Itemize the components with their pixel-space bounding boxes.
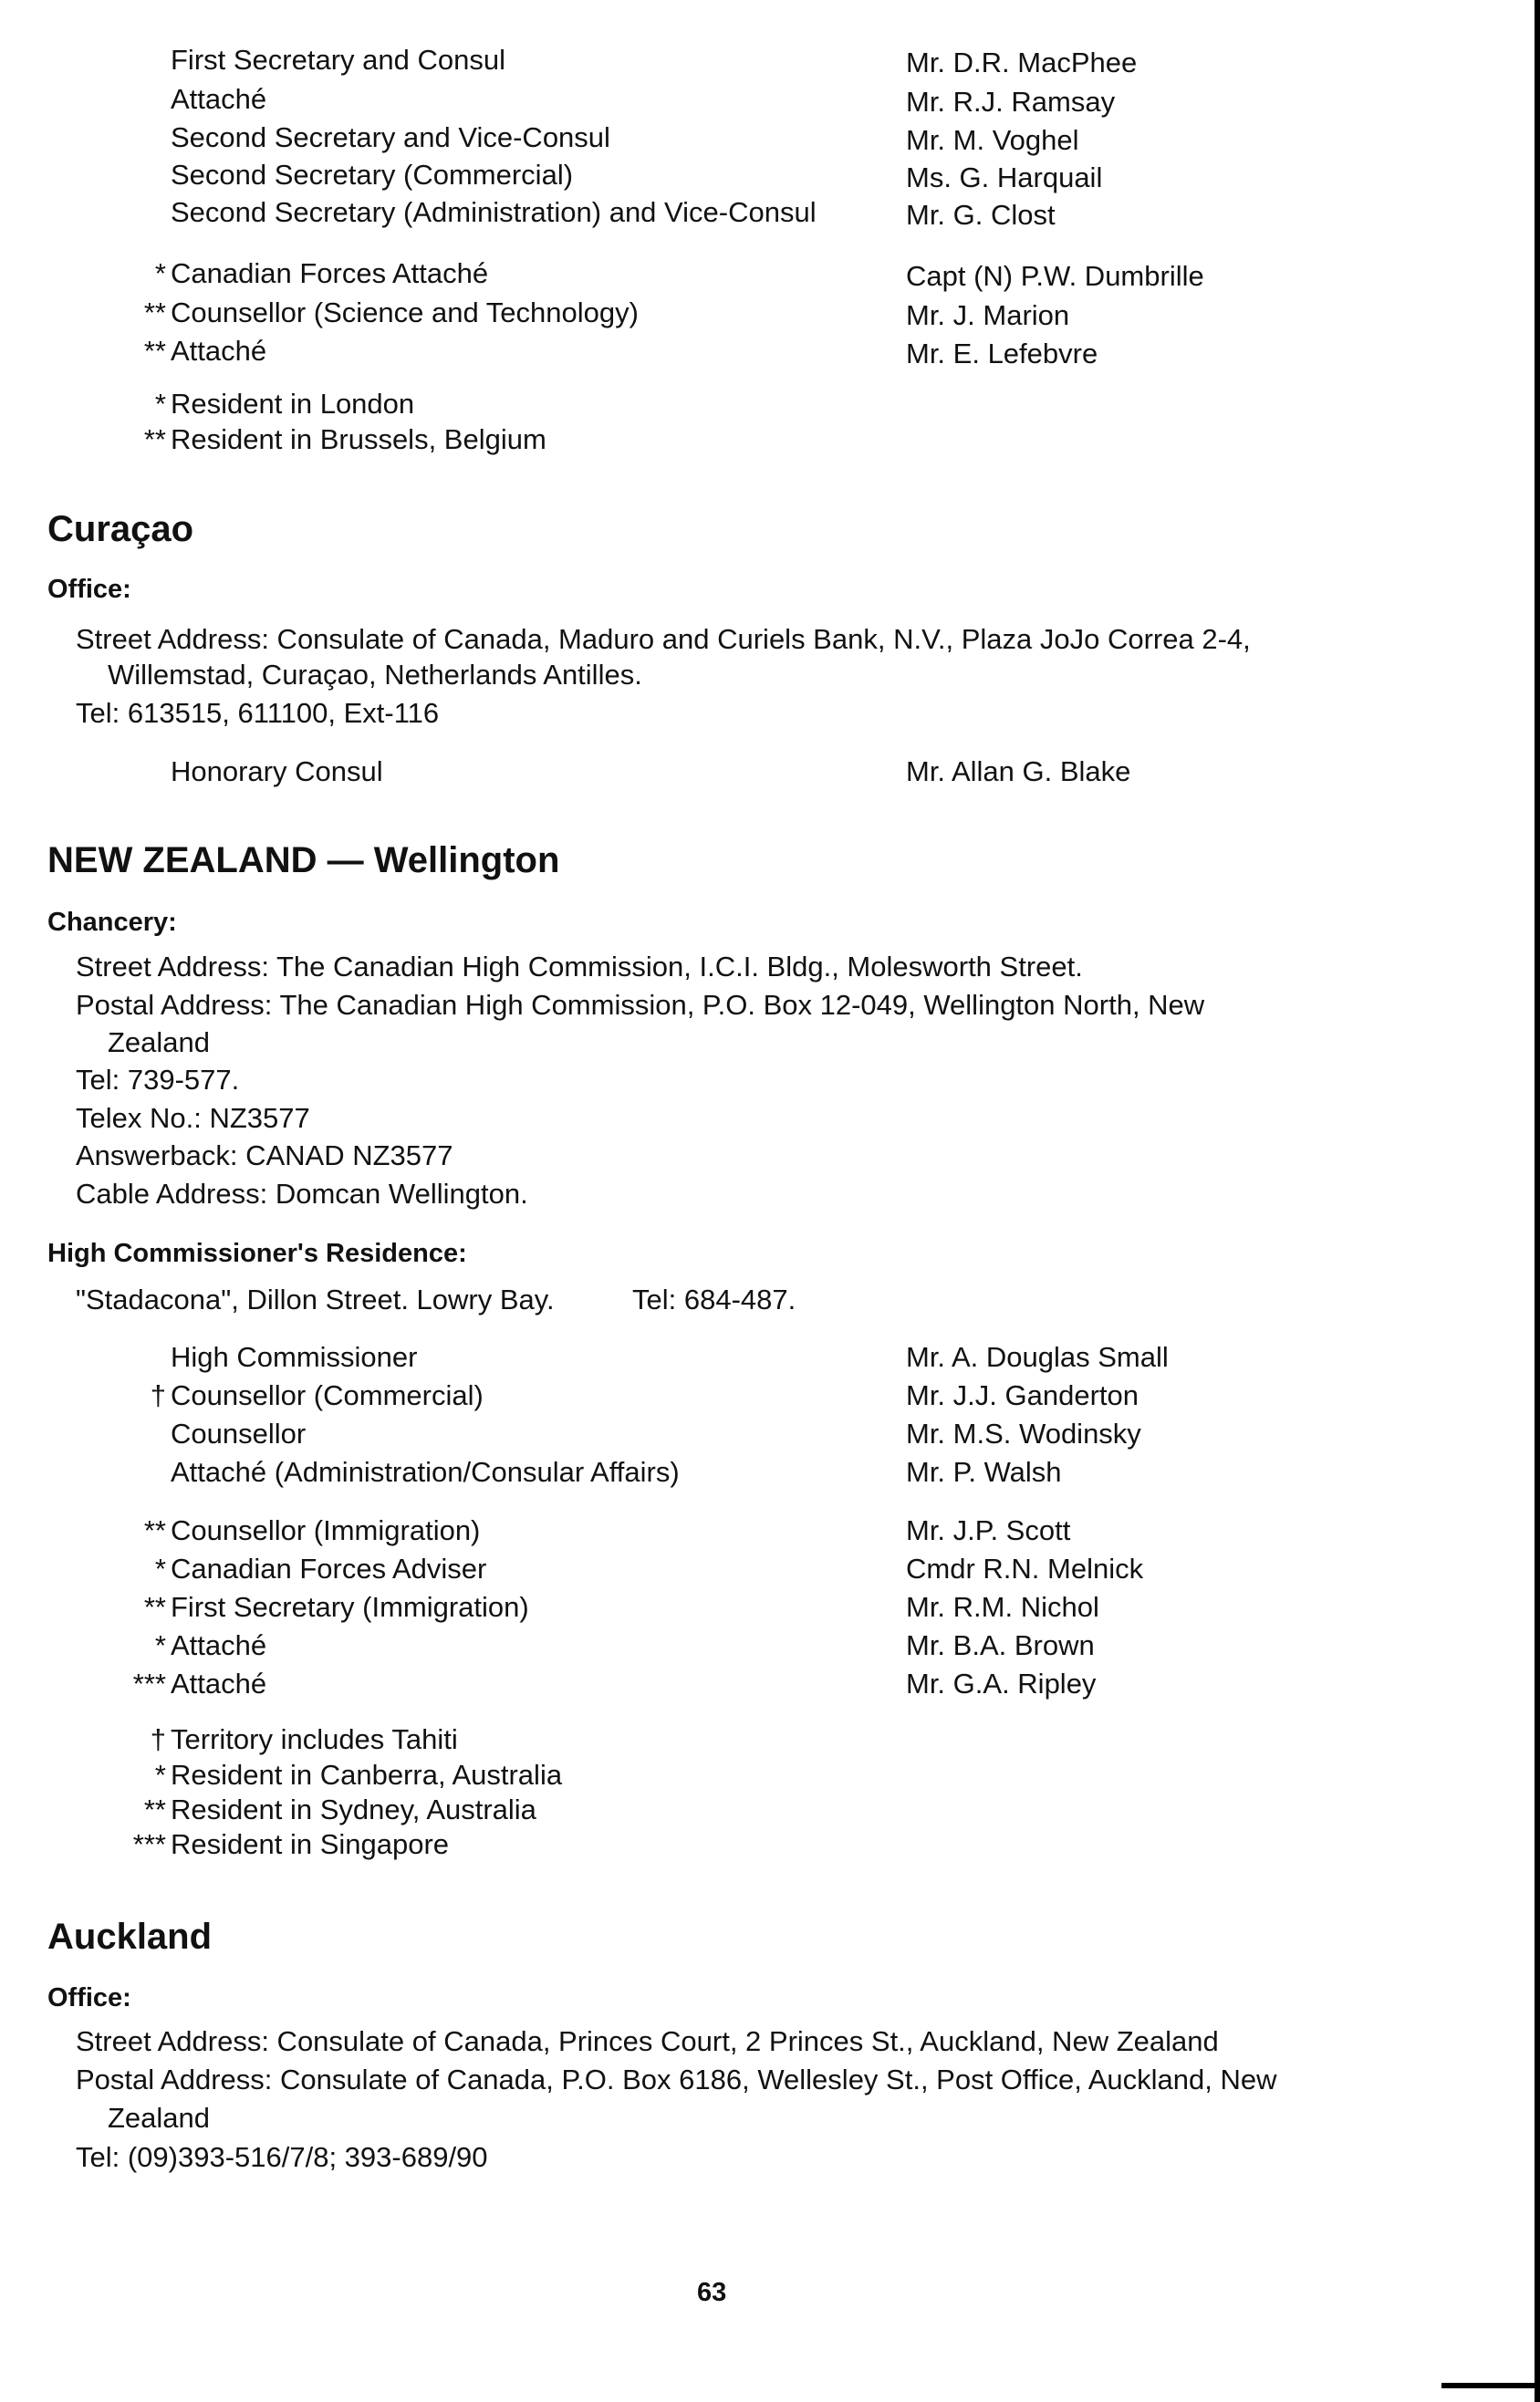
staff-title: Second Secretary and Vice-Consul [171,121,610,153]
postal-address: Postal Address: The Canadian High Commission, P.O. Box 12-049, Wellington North, New [76,989,1205,1021]
footnote-marker: ** [143,423,166,455]
staff-title: Attaché [171,1668,267,1700]
telex: Telex No.: NZ3577 [76,1102,310,1134]
staff-name: Mr. D.R. MacPhee [906,47,1138,78]
staff-name: Mr. A. Douglas Small [906,1341,1169,1373]
page-edge-bottom [1441,2383,1540,2388]
footnote-marker: ** [143,1794,166,1825]
chancery-label: Chancery: [47,908,177,937]
staff-name: Mr. Allan G. Blake [906,755,1131,787]
telephone: Tel: (09)393-516/7/8; 393-689/90 [76,2141,488,2173]
staff-name: Ms. G. Harquail [906,161,1103,193]
staff-title: Attaché [171,83,267,115]
street-address: Street Address: Consulate of Canada, Princes Court, 2 Princes St., Auckland, New Zealand [76,2025,1219,2057]
staff-marker: ** [143,1514,166,1546]
postal-address: Postal Address: Consulate of Canada, P.O. Box 6186, Wellesley St., Post Office, Auckland, New [76,2064,1277,2095]
staff-name: Mr. E. Lefebvre [906,338,1098,369]
telephone: Tel: 613515, 611100, Ext-116 [76,697,440,729]
staff-name: Mr. B.A. Brown [906,1629,1095,1661]
staff-name: Mr. J.J. Ganderton [906,1379,1139,1411]
staff-marker: † [150,1379,166,1411]
page-number: 63 [697,2278,727,2307]
footnote-text: Resident in Brussels, Belgium [171,423,546,455]
staff-title: Honorary Consul [171,755,383,787]
section-heading-auckland: Auckland [47,1917,213,1957]
staff-name: Mr. M. Voghel [906,124,1079,156]
residence-telephone: Tel: 684-487. [632,1284,796,1315]
street-address: Street Address: Consulate of Canada, Maduro and Curiels Bank, N.V., Plaza JoJo Correa 2-4, [76,623,1251,655]
staff-name: Mr. R.M. Nichol [906,1591,1099,1623]
staff-name: Capt (N) P.W. Dumbrille [906,260,1204,292]
page-edge-right [1535,0,1540,2402]
staff-marker: * [154,1629,166,1661]
staff-marker: ** [143,335,166,367]
staff-title: Second Secretary (Administration) and Vice-Consul [171,196,817,228]
street-address: Street Address: The Canadian High Commission, I.C.I. Bldg., Molesworth Street. [76,951,1083,983]
postal-address-continued: Zealand [108,1026,211,1058]
staff-marker: ** [143,1591,166,1623]
staff-name: Mr. M.S. Wodinsky [906,1418,1141,1450]
postal-address-continued: Zealand [108,2102,211,2134]
staff-name: Mr. G. Clost [906,199,1056,231]
staff-title: Attaché [171,335,267,367]
section-heading-curacao: Curaçao [47,509,194,549]
answerback: Answerback: CANAD NZ3577 [76,1139,453,1171]
footnote-marker: *** [132,1828,166,1860]
staff-marker: * [154,1553,166,1585]
residence-address: "Stadacona", Dillon Street. Lowry Bay. [76,1284,555,1315]
staff-title: Second Secretary (Commercial) [171,159,574,191]
office-label: Office: [47,1983,131,2012]
footnote-text: Resident in Canberra, Australia [171,1759,563,1791]
staff-name: Mr. J. Marion [906,299,1070,331]
staff-title: First Secretary and Consul [171,44,505,76]
footnote-text: Resident in Singapore [171,1828,450,1860]
residence-label: High Commissioner's Residence: [47,1239,467,1268]
staff-title: Attaché (Administration/Consular Affairs) [171,1456,680,1488]
staff-marker: *** [132,1668,166,1700]
telephone: Tel: 739-577. [76,1064,240,1096]
staff-title: Counsellor (Commercial) [171,1379,484,1411]
footnote-text: Resident in London [171,388,415,420]
footnote-marker: † [150,1723,166,1755]
staff-name: Mr. G.A. Ripley [906,1668,1097,1700]
staff-name: Cmdr R.N. Melnick [906,1553,1144,1585]
street-address-continued: Willemstad, Curaçao, Netherlands Antilles. [108,659,642,691]
staff-title: High Commissioner [171,1341,418,1373]
staff-title: Counsellor [171,1418,307,1450]
staff-marker: * [154,257,166,289]
section-heading-new-zealand: NEW ZEALAND — Wellington [47,840,560,880]
staff-title: Counsellor (Science and Technology) [171,296,639,328]
staff-name: Mr. P. Walsh [906,1456,1062,1488]
staff-title: Canadian Forces Attaché [171,257,489,289]
staff-title: Counsellor (Immigration) [171,1514,481,1546]
staff-title: Attaché [171,1629,267,1661]
footnote-marker: * [154,388,166,420]
office-label: Office: [47,575,131,604]
staff-title: Canadian Forces Adviser [171,1553,487,1585]
footnote-text: Resident in Sydney, Australia [171,1794,536,1825]
cable-address: Cable Address: Domcan Wellington. [76,1178,528,1210]
staff-name: Mr. J.P. Scott [906,1514,1071,1546]
staff-title: First Secretary (Immigration) [171,1591,529,1623]
footnote-text: Territory includes Tahiti [171,1723,458,1755]
footnote-marker: * [154,1759,166,1791]
staff-name: Mr. R.J. Ramsay [906,86,1116,118]
staff-marker: ** [143,296,166,328]
